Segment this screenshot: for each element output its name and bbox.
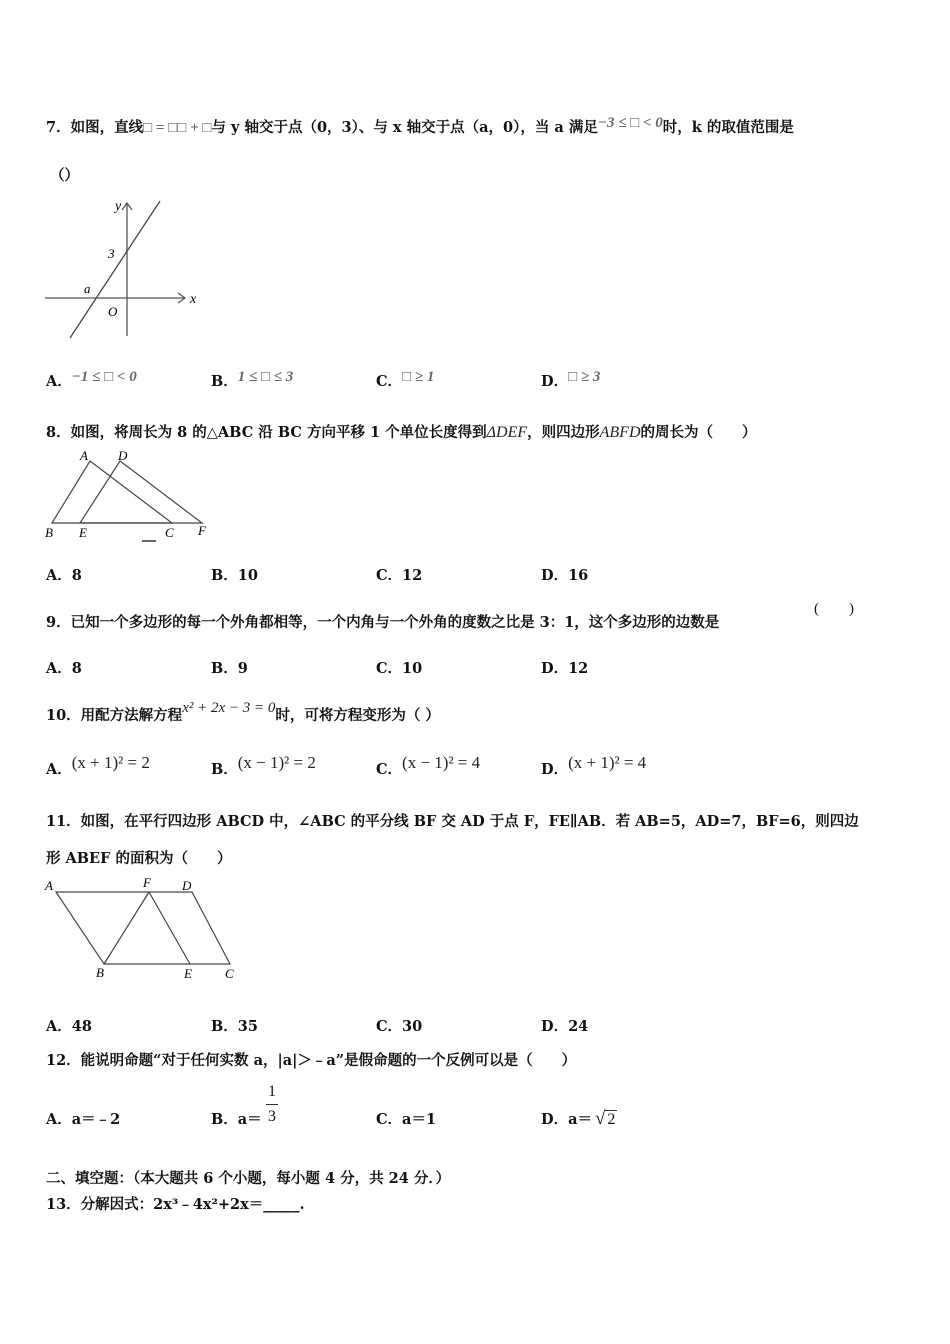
q10-tail: 时，可将方程变形为（ ） (275, 707, 440, 724)
option-text: a＝﹣2 (71, 1111, 121, 1128)
option-label: C． (376, 567, 403, 584)
option-text: 35 (237, 1018, 258, 1035)
q7-option-d[interactable] (541, 370, 600, 391)
option-label: D． (541, 1018, 569, 1035)
q10-equation: x² + 2x − 3 = 0 (182, 700, 276, 716)
q7-lead: 7．如图，直线 (46, 119, 144, 136)
q10-stem (46, 700, 440, 725)
q7-fig-a: a (84, 281, 91, 296)
fraction-numerator: 1 (268, 1083, 276, 1100)
q9-option-a[interactable] (46, 657, 82, 678)
option-text: (x − 1)² = 2 (237, 753, 316, 772)
q7-condition: −3 ≤ □ < 0 (597, 115, 663, 131)
q8-lead: 8．如图，将周长为 8 的△ABC 沿 BC 方向平移 1 个单位长度得到 (46, 424, 487, 441)
option-text: 8 (71, 660, 82, 677)
sqrt-icon: √ (594, 1108, 606, 1129)
option-text: 16 (568, 567, 589, 584)
option-text: 30 (402, 1018, 423, 1035)
q11-option-a[interactable] (46, 1015, 92, 1036)
q8-option-b[interactable] (211, 564, 258, 585)
q12-fraction (266, 1082, 278, 1127)
q11-figure (42, 874, 242, 984)
q11-stem-line1: 11．如图，在平行四边形 ABCD 中，∠ABC 的平分线 BF 交 AD 于点 F，FE∥AB．若 AB=5，AD=7，BF=6，则四边 (46, 813, 859, 830)
option-label: C． (376, 1111, 403, 1128)
q12-option-c[interactable] (376, 1108, 436, 1129)
option-label: D． (541, 567, 569, 584)
option-label: A． (46, 373, 72, 390)
q8-mid: ，则四边形 (527, 424, 600, 441)
q11-fig-f: F (143, 875, 151, 890)
option-text: 10 (402, 660, 423, 677)
option-label: C． (376, 373, 403, 390)
option-text: 24 (568, 1018, 589, 1035)
q8-option-d[interactable] (541, 564, 588, 585)
q8-fig-f: F (198, 523, 206, 538)
option-label: C． (376, 761, 403, 778)
option-text: □ ≥ 1 (402, 369, 435, 385)
q9-option-b[interactable] (211, 657, 248, 678)
q11-option-d[interactable] (541, 1015, 588, 1036)
q8-fig-a: A (80, 448, 88, 463)
option-label: A． (46, 1111, 72, 1128)
q8-stem (46, 421, 757, 442)
q7-mid: 与 y 轴交于点（0，3）、与 x 轴交于点（a，0），当 a 满足 (211, 119, 598, 136)
option-label: B． (211, 567, 238, 584)
sqrt-radicand: 2 (607, 1111, 616, 1128)
option-label: B． (211, 1111, 238, 1128)
fraction-denominator: 3 (268, 1108, 276, 1125)
q10-option-b[interactable] (211, 753, 316, 779)
q8-fig-c: C (165, 525, 174, 540)
q7-fig-o: O (108, 304, 118, 319)
q13-stem: 13．分解因式：2x³﹣4x²+2x＝_____. (46, 1196, 305, 1213)
q7-option-c[interactable] (376, 370, 434, 391)
option-label: A． (46, 567, 72, 584)
q7-fig-x: x (190, 292, 197, 307)
q10-option-a[interactable] (46, 753, 150, 779)
q7-option-a[interactable] (46, 370, 137, 391)
option-text: (x + 1)² = 4 (568, 753, 647, 772)
q8-figure (42, 448, 222, 546)
option-text: −1 ≤ □ < 0 (71, 369, 137, 385)
q8-option-a[interactable] (46, 564, 82, 585)
q8-abfd: ABFD (599, 424, 641, 441)
option-text: 8 (71, 567, 82, 584)
option-text: (x + 1)² = 2 (71, 753, 150, 772)
option-text: 12 (568, 660, 589, 677)
option-label: C． (376, 660, 403, 677)
q7-fig-three: 3 (108, 246, 115, 261)
q11-fig-a: A (45, 878, 53, 893)
option-text: a＝1 (402, 1111, 437, 1128)
option-label: A． (46, 1018, 72, 1035)
q7-answer-paren: （） (50, 167, 79, 184)
q9-option-d[interactable] (541, 657, 588, 678)
q10-option-c[interactable] (376, 753, 481, 779)
q7-option-b[interactable] (211, 370, 293, 391)
q10-lead: 10．用配方法解方程 (46, 707, 183, 724)
option-text: 9 (237, 660, 248, 677)
q9-option-c[interactable] (376, 657, 422, 678)
q11-fig-e: E (184, 966, 192, 981)
option-label: A． (46, 660, 72, 677)
option-text: (x − 1)² = 4 (402, 753, 481, 772)
q7-stem (46, 116, 794, 137)
q11-fig-c: C (225, 966, 234, 981)
option-text: 1 ≤ □ ≤ 3 (237, 369, 294, 385)
option-label: B． (211, 373, 238, 390)
q10-option-d[interactable] (541, 753, 647, 779)
q9-stem: 9．已知一个多边形的每一个外角都相等，一个内角与一个外角的度数之比是 3：1，这个多边形的边数是 (46, 614, 720, 631)
q7-tail: 时，k 的取值范围是 (662, 119, 794, 136)
q9-answer-paren: ( ) (814, 601, 854, 617)
fraction-bar (266, 1104, 278, 1105)
q12-stem: 12．能说明命题“对于任何实数 a，|a|＞﹣a”是假命题的一个反例可以是（ ） (46, 1052, 577, 1069)
option-label: B． (211, 660, 238, 677)
q8-def: ΔDEF (486, 424, 528, 441)
option-label: A． (46, 761, 72, 778)
option-label: D． (541, 660, 569, 677)
q7-line-equation: □ = □□ + □ (143, 120, 212, 136)
q11-fig-d: D (182, 878, 192, 893)
option-label: D． (541, 373, 569, 390)
q11-option-b[interactable] (211, 1015, 258, 1036)
q8-tail: 的周长为（ ） (640, 424, 757, 441)
q11-option-c[interactable] (376, 1015, 422, 1036)
q12-option-d[interactable] (541, 1108, 617, 1130)
q7-figure (40, 196, 210, 346)
q11-stem-line2: 形 ABEF 的面积为（ ） (46, 850, 232, 867)
option-label: B． (211, 761, 238, 778)
q8-option-c[interactable] (376, 564, 422, 585)
option-text: a＝ (568, 1111, 592, 1128)
option-label: D． (541, 1111, 569, 1128)
option-text: 12 (402, 567, 423, 584)
q7-fig-y: y (115, 199, 122, 214)
q8-fig-d: D (118, 448, 128, 463)
option-text: □ ≥ 3 (568, 369, 601, 385)
q8-fig-e: E (79, 525, 87, 540)
option-text: 10 (237, 567, 258, 584)
option-text: 48 (71, 1018, 92, 1035)
q12-option-a[interactable] (46, 1108, 120, 1129)
q8-fig-b: B (45, 525, 53, 540)
option-label: D． (541, 761, 569, 778)
option-text: a＝ (237, 1111, 262, 1128)
q12-option-b[interactable] (211, 1108, 262, 1129)
section2-title: 二、填空题：（本大题共 6 个小题，每小题 4 分，共 24 分．） (46, 1170, 451, 1187)
q11-fig-b: B (96, 965, 104, 980)
option-label: C． (376, 1018, 403, 1035)
option-label: B． (211, 1018, 238, 1035)
